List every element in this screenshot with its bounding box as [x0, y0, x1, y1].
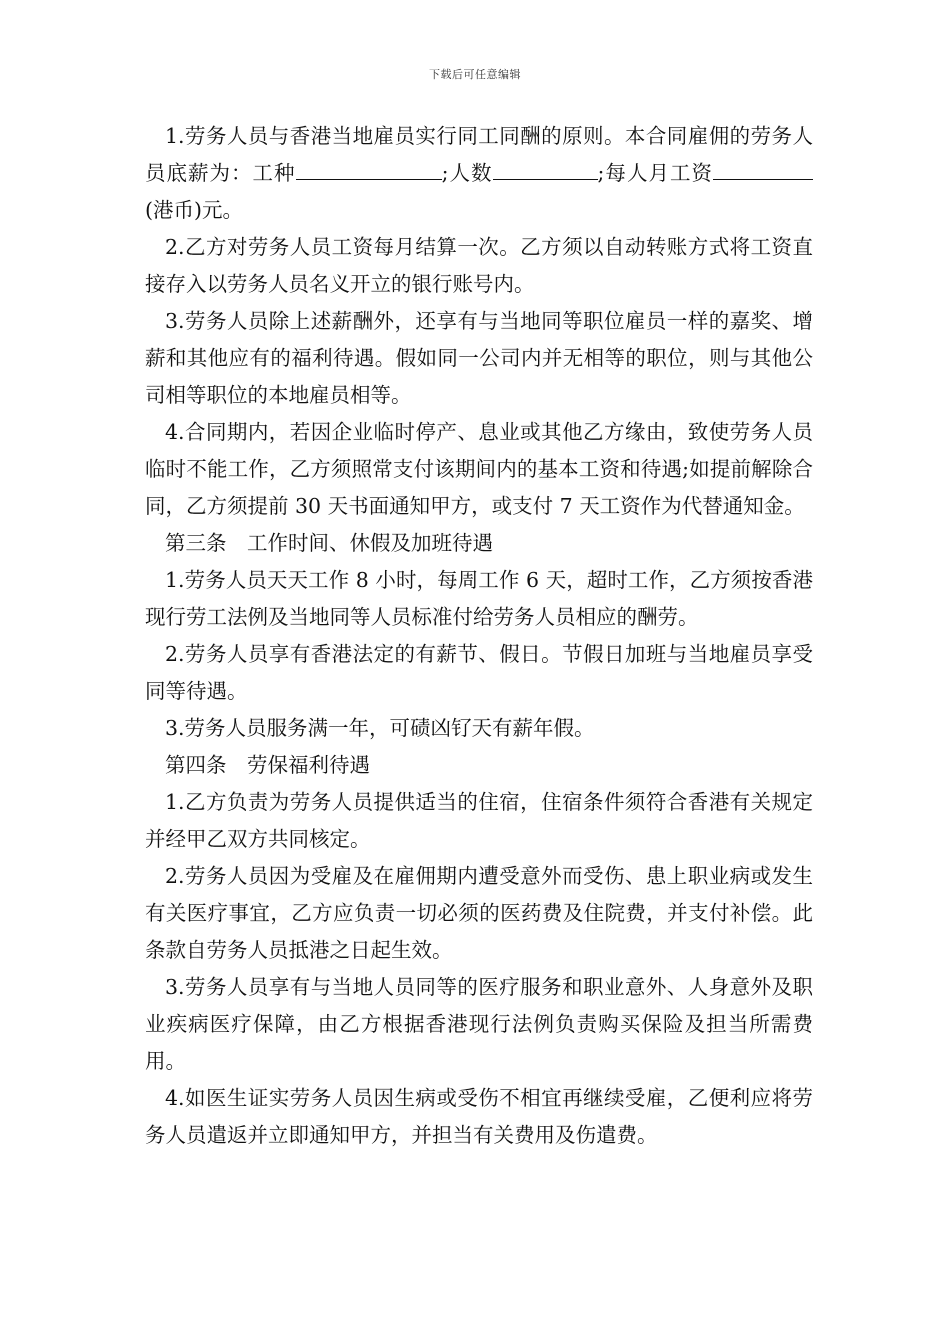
headcount-blank [493, 157, 598, 180]
wage-clause-1 [145, 118, 813, 229]
monthly-salary-blank [713, 157, 813, 180]
worktime-clause-2: 2.劳务人员享有香港法定的有薪节、假日。节假日加班与当地雇员享受同等待遇。 [145, 642, 813, 703]
article-3-title: 第三条 工作时间、休假及加班待遇 [165, 531, 493, 555]
wage-clause-1-salary-label: ;每人月工资 [597, 161, 713, 185]
wage-clause-1-text: 1.劳务人员与香港当地雇员实行同工同酬的原则。本合同雇佣的劳务人员底薪为：工种 [145, 124, 813, 185]
page-header: 下载后可任意编辑 [429, 68, 521, 81]
wage-clause-1-currency: (港币)元。 [145, 198, 243, 222]
worktime-clause-3: 3.劳务人员服务满一年，可碛凶钌天有薪年假。 [165, 716, 595, 740]
welfare-clause-4: 4.如医生证实劳务人员因生病或受伤不相宜再继续受雇，乙便利应将劳务人员遣返并立即通知甲方，并担当有关费用及伤遣费。 [145, 1086, 813, 1147]
article-4-title: 第四条 劳保福利待遇 [165, 753, 370, 777]
wage-clause-4: 4.合同期内，若因企业临时停产、息业或其他乙方缘由，致使劳务人员临时不能工作，乙方须照常支付该期间内的基本工资和待遇;如提前解除合同，乙方须提前 30 天书面通知甲方，或支付 7 天工资作为代替通知金。 [145, 420, 813, 518]
welfare-clause-2: 2.劳务人员因为受雇及在雇佣期内遭受意外而受伤、患上职业病或发生有关医疗事宜，乙方应负责一切必须的医药费及住院费，并支付补偿。此条款自劳务人员抵港之日起生效。 [145, 864, 813, 962]
wage-clause-3: 3.劳务人员除上述薪酬外，还享有与当地同等职位雇员一样的嘉奖、增薪和其他应有的福利待遇。假如同一公司内并无相等的职位，则与其他公司相等职位的本地雇员相等。 [145, 309, 813, 407]
job-type-blank [296, 157, 442, 180]
welfare-clause-1: 1.乙方负责为劳务人员提供适当的住宿，住宿条件须符合香港有关规定并经甲乙双方共同核定。 [145, 790, 813, 851]
welfare-clause-3: 3.劳务人员享有与当地人员同等的医疗服务和职业意外、人身意外及职业疾病医疗保障，由乙方根据香港现行法例负责购买保险及担当所需费用。 [145, 975, 813, 1073]
document-body [145, 118, 813, 1154]
worktime-clause-1: 1.劳务人员天天工作 8 小时，每周工作 6 天，超时工作，乙方须按香港现行劳工法例及当地同等人员标准付给劳务人员相应的酬劳。 [145, 568, 813, 629]
wage-clause-1-count-label: ;人数 [441, 161, 493, 185]
wage-clause-2: 2.乙方对劳务人员工资每月结算一次。乙方须以自动转账方式将工资直接存入以劳务人员名义开立的银行账号内。 [145, 235, 813, 296]
